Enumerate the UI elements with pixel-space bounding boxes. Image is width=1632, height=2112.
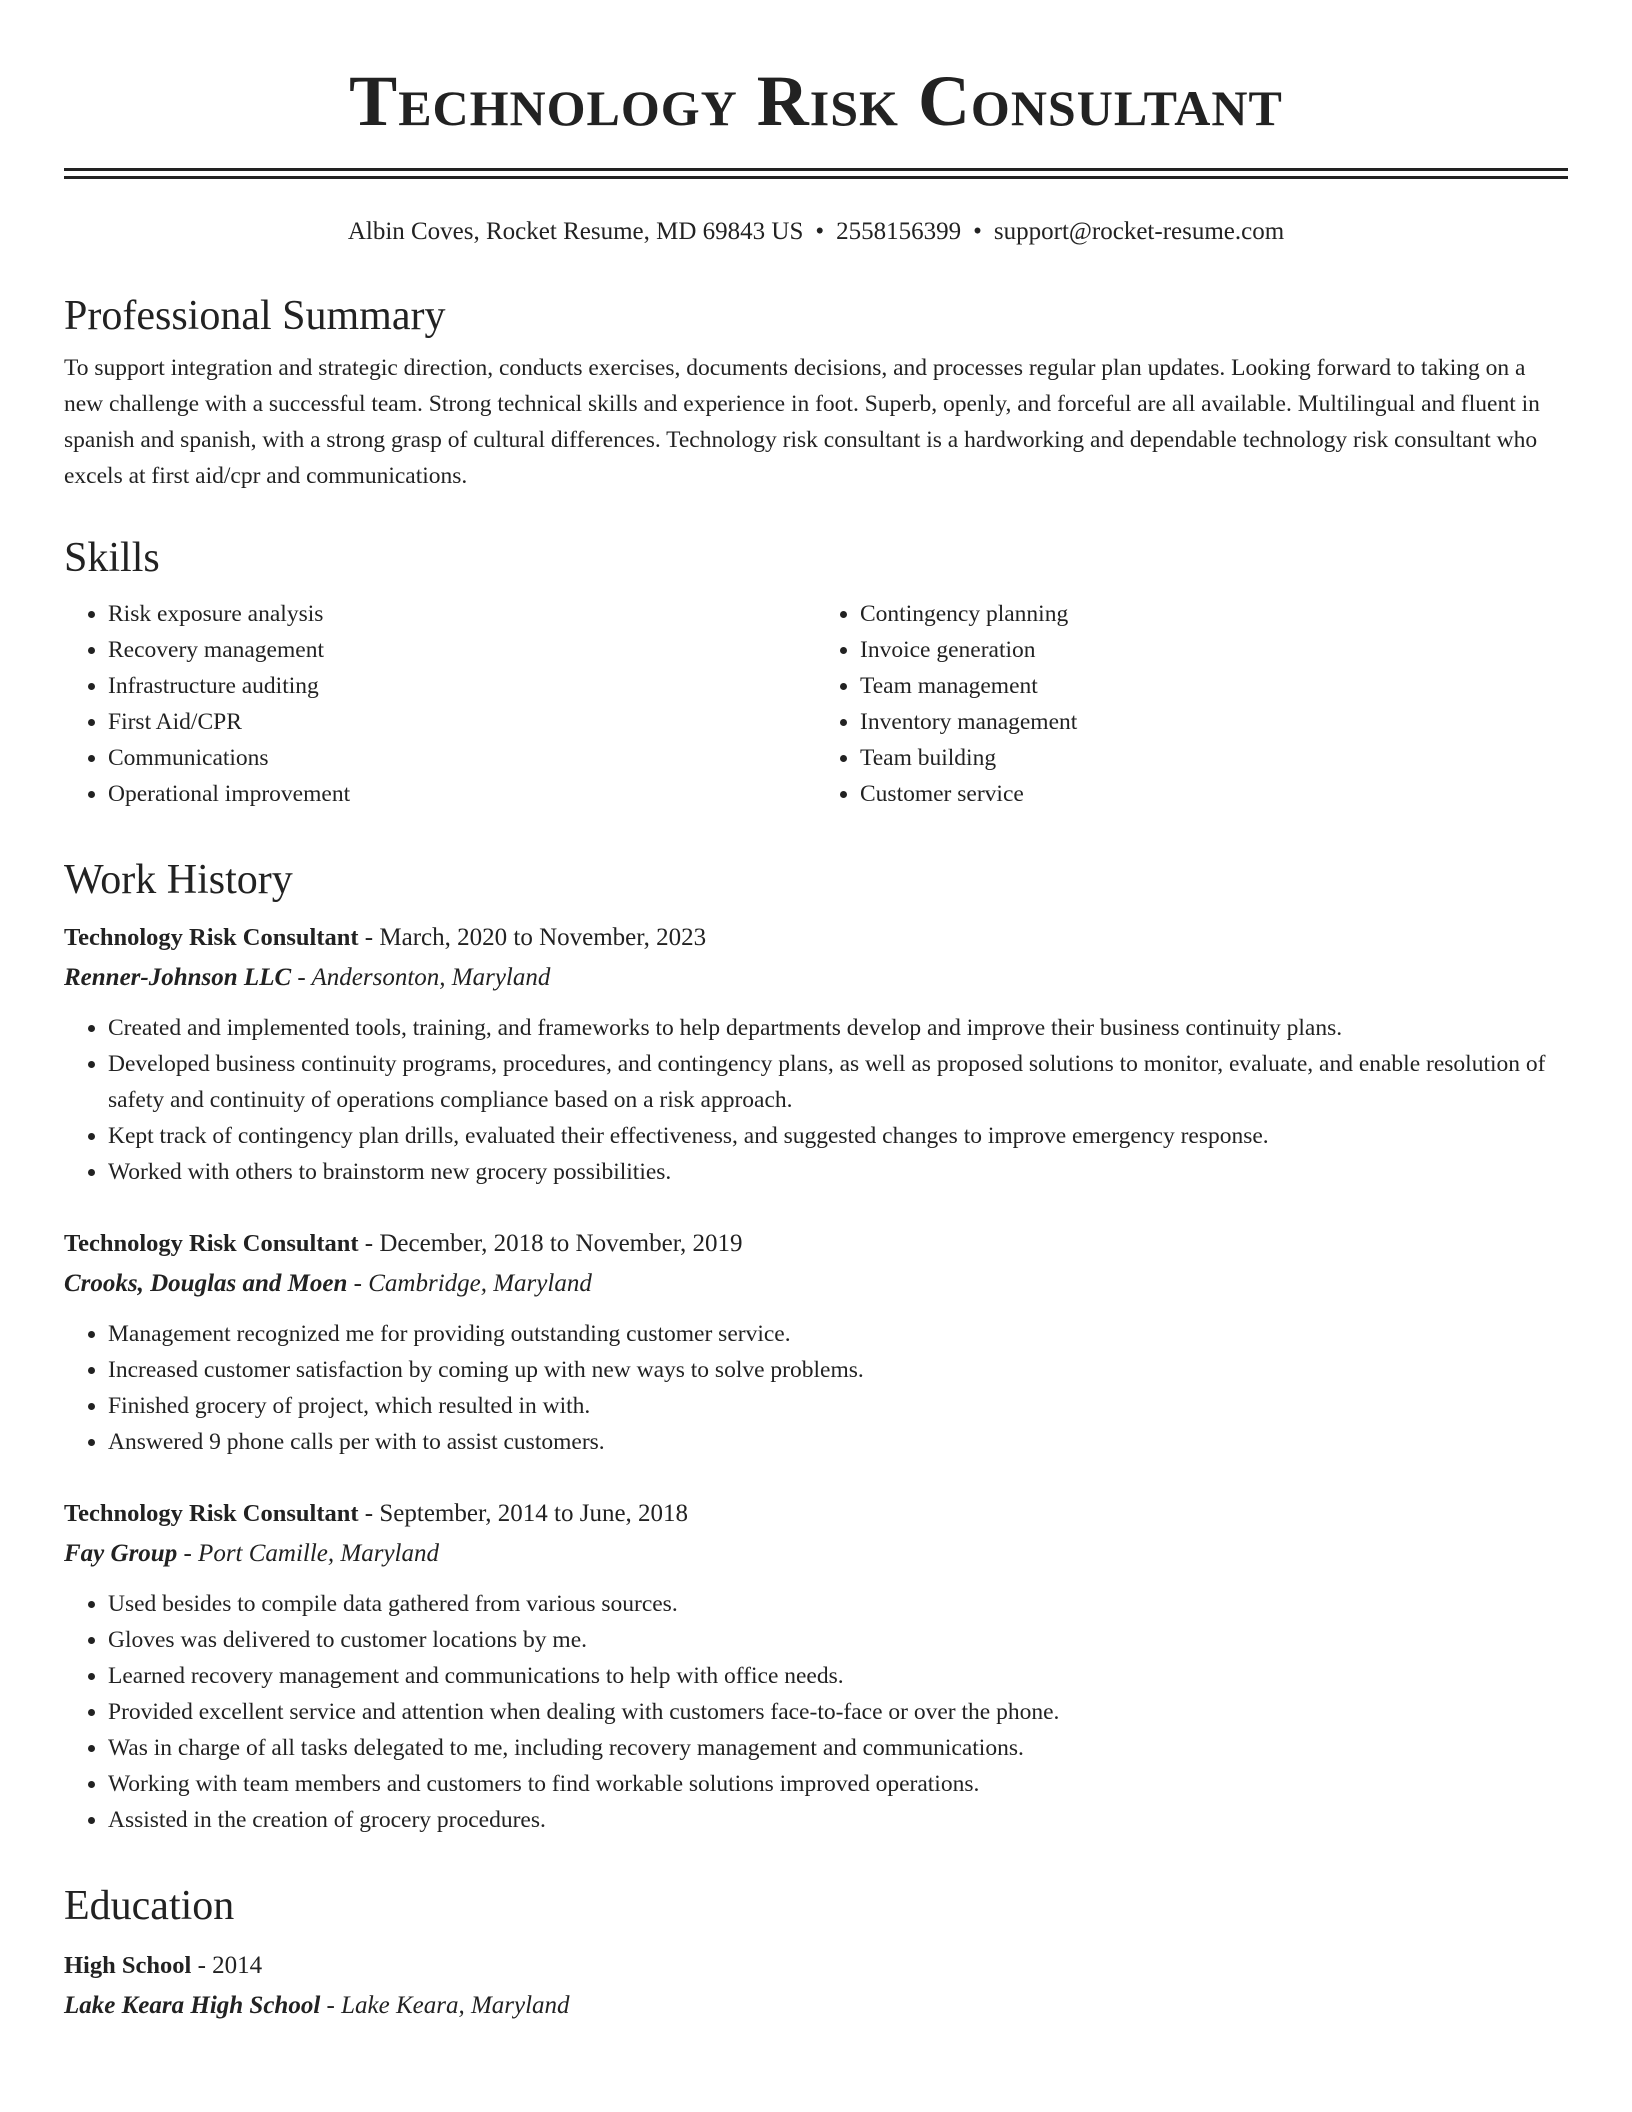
job-company-line: Crooks, Douglas and Moen - Cambridge, Maryland	[64, 1270, 592, 1297]
skills-list-right	[816, 596, 1568, 812]
job-bullet: • Learned recovery management and communications to help with office needs.	[108, 1658, 1568, 1694]
job-entry	[64, 1494, 1568, 1838]
education-school: Lake Keara High School	[64, 1992, 321, 2019]
job-company: Renner-Johnson LLC	[64, 964, 292, 991]
work-history-heading: Work History	[64, 857, 293, 903]
job-bullet: • Created and implemented tools, training, and frameworks to help departments develop and improve their business continuity plans.	[108, 1010, 1568, 1046]
job-bullets	[64, 1010, 1568, 1190]
job-company-line: Fay Group - Port Camille, Maryland	[64, 1540, 440, 1567]
job-bullet: • Assisted in the creation of grocery procedures.	[108, 1802, 1568, 1838]
job-header: Technology Risk Consultant - September, 2014 to June, 2018	[64, 1500, 689, 1527]
job-company-line: Renner-Johnson LLC - Andersonton, Maryland	[64, 964, 551, 991]
job-location: Andersonton, Maryland	[311, 964, 551, 991]
skill-item: • Recovery management	[108, 632, 816, 668]
skill-item: • Contingency planning	[860, 596, 1568, 632]
skill-item: • Invoice generation	[860, 632, 1568, 668]
job-title: Technology Risk Consultant	[64, 924, 359, 951]
job-dates: September, 2014 to June, 2018	[379, 1500, 689, 1527]
job-title: Technology Risk Consultant	[64, 1500, 359, 1527]
job-location: Cambridge, Maryland	[368, 1270, 592, 1297]
skill-item: • Operational improvement	[108, 776, 816, 812]
title-divider-bottom	[64, 176, 1568, 179]
job-bullet: • Finished grocery of project, which resulted in with.	[108, 1388, 1568, 1424]
job-company: Fay Group	[64, 1540, 178, 1567]
education-degree: High School	[64, 1952, 192, 1979]
work-history-section	[64, 852, 1568, 908]
skills-list-left	[64, 596, 816, 812]
job-title: Technology Risk Consultant	[64, 1230, 359, 1257]
contact-line	[64, 214, 1568, 250]
job-bullet: • Kept track of contingency plan drills, evaluated their effectiveness, and suggested changes to improve emergency response.	[108, 1118, 1568, 1154]
job-bullet: • Was in charge of all tasks delegated to me, including recovery management and communications.	[108, 1730, 1568, 1766]
resume-title: Technology Risk Consultant	[349, 61, 1283, 141]
job-bullet: • Answered 9 phone calls per with to assist customers.	[108, 1424, 1568, 1460]
skills-columns	[64, 596, 1568, 812]
summary-text: To support integration and strategic direction, conducts exercises, documents decisions, and processes regular plan updates. Looking forward to taking on a new challenge with a successful team. Strong technical skills and experience in foot. Superb, openly, and forceful are all available. Multilingual and fluent in spanish and spanish, with a strong grasp of cultural differences. Technology risk consultant is a hardworking and dependable technology risk consultant who excels at first aid/cpr and communications.	[64, 355, 1540, 489]
job-bullets	[64, 1316, 1568, 1460]
education-heading: Education	[64, 1883, 235, 1929]
job-entry	[64, 1224, 1568, 1460]
job-header: Technology Risk Consultant - March, 2020 to November, 2023	[64, 924, 707, 951]
skill-item: • Customer service	[860, 776, 1568, 812]
job-bullet: • Increased customer satisfaction by coming up with new ways to solve problems.	[108, 1352, 1568, 1388]
skill-item: • Communications	[108, 740, 816, 776]
job-bullet: • Worked with others to brainstorm new grocery possibilities.	[108, 1154, 1568, 1190]
job-bullet: • Used besides to compile data gathered from various sources.	[108, 1586, 1568, 1622]
summary-section	[64, 288, 1568, 494]
job-bullets	[64, 1586, 1568, 1838]
job-company: Crooks, Douglas and Moen	[64, 1270, 348, 1297]
skill-item: • First Aid/CPR	[108, 704, 816, 740]
job-bullet: • Gloves was delivered to customer locations by me.	[108, 1622, 1568, 1658]
job-bullet: • Management recognized me for providing outstanding customer service.	[108, 1316, 1568, 1352]
summary-heading: Professional Summary	[64, 293, 446, 339]
job-header: Technology Risk Consultant - December, 2018 to November, 2019	[64, 1230, 743, 1257]
contact-address: Albin Coves, Rocket Resume, MD 69843 US	[347, 218, 804, 245]
education-year: 2014	[212, 1952, 263, 1979]
education-location: Lake Keara, Maryland	[341, 1992, 570, 2019]
education-header: High School - 2014	[64, 1952, 263, 1979]
job-entry	[64, 918, 1568, 1190]
skill-item: • Team management	[860, 668, 1568, 704]
title-divider-top	[64, 168, 1568, 171]
job-location: Port Camille, Maryland	[198, 1540, 440, 1567]
education-school-line: Lake Keara High School - Lake Keara, Maryland	[64, 1992, 570, 2019]
job-dates: March, 2020 to November, 2023	[379, 924, 707, 951]
skill-item: • Infrastructure auditing	[108, 668, 816, 704]
skills-heading: Skills	[64, 535, 160, 581]
job-dates: December, 2018 to November, 2019	[379, 1230, 743, 1257]
skill-item: • Risk exposure analysis	[108, 596, 816, 632]
skill-item: • Team building	[860, 740, 1568, 776]
contact-phone: 2558156399	[836, 218, 962, 245]
job-bullet: • Developed business continuity programs, procedures, and contingency plans, as well as proposed solutions to monitor, evaluate, and enable resolution of safety and continuity of operations compliance based on a risk approach.	[108, 1046, 1568, 1118]
job-bullet: • Provided excellent service and attention when dealing with customers face-to-face or over the phone.	[108, 1694, 1568, 1730]
skills-section	[64, 530, 1568, 812]
contact-separator: •	[973, 218, 982, 245]
job-bullet: • Working with team members and customers to find workable solutions improved operations.	[108, 1766, 1568, 1802]
education-section	[64, 1878, 1568, 2026]
contact-email: support@rocket-resume.com	[993, 218, 1285, 245]
skill-item: • Inventory management	[860, 704, 1568, 740]
contact-separator: •	[815, 218, 825, 245]
